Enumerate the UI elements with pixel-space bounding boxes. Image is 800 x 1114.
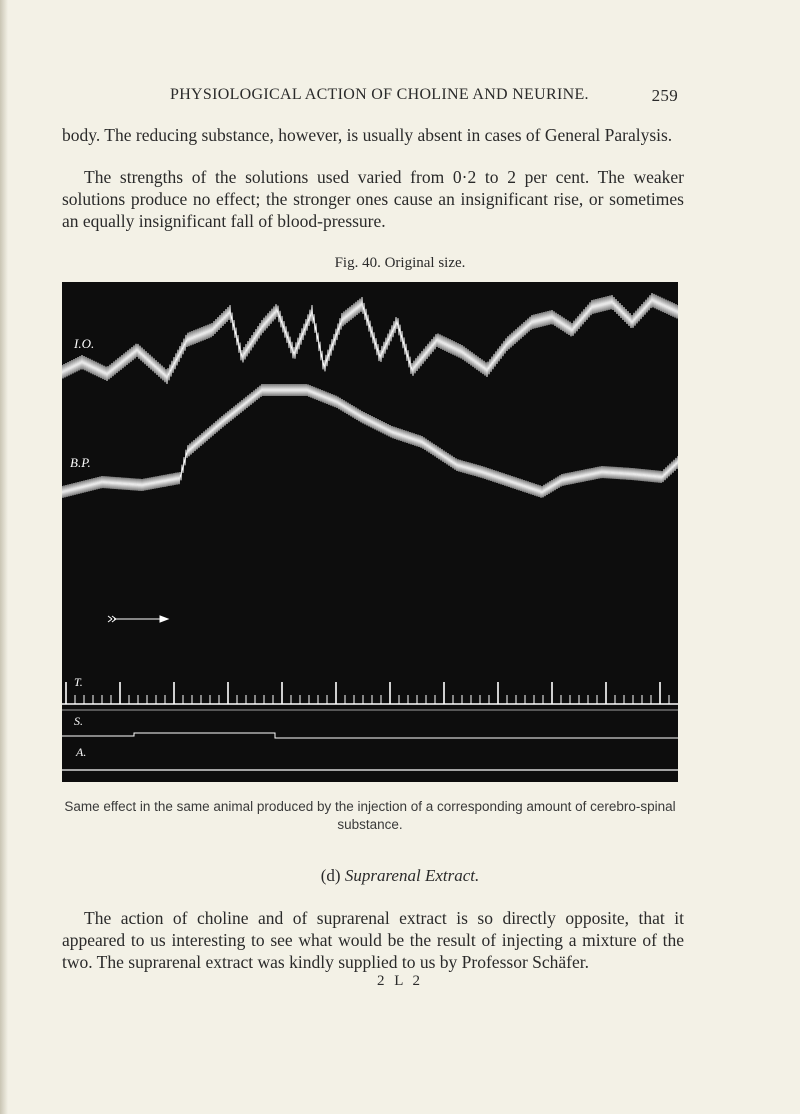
time-trace-ticks	[66, 682, 669, 704]
figure-caption: Same effect in the same animal produced by the injection of a corresponding amount of cerebro-spinal substance.	[64, 799, 676, 832]
blood-pressure-trace	[62, 384, 678, 498]
intestinal-oncometer-trace	[62, 293, 678, 384]
figure-label: Fig. 40. Original size.	[334, 255, 466, 271]
section-prefix: (d)	[320, 866, 341, 885]
kymograph-tracing	[62, 282, 678, 782]
running-head-title: PHYSIOLOGICAL ACTION OF CHOLINE AND NEURINE.	[170, 86, 589, 103]
paragraph-2: The strengths of the solutions used varied from 0·2 to 2 per cent. The weaker solutions produce no effect; the stronger ones cause an insignificant rise, or sometimes an equally insignificant fall of blood-pressure.	[62, 167, 684, 231]
kymograph-figure	[62, 282, 678, 782]
injection-arrow	[108, 616, 168, 622]
paragraph-3: The action of choline and of suprarenal extract is so directly opposite, that it appeared to us interesting to see what would be the result of injecting a mixture of the two. The suprarenal extract was kindly supplied to us by Professor Schäfer.	[62, 908, 684, 972]
page-number: 259	[651, 86, 678, 105]
signature-mark: 2 L 2	[376, 973, 424, 989]
trace-label-s: S.	[74, 714, 83, 728]
section-heading	[0, 866, 800, 886]
signal-trace	[62, 733, 678, 738]
page-edge	[0, 0, 8, 1114]
trace-label-bp: B.P.	[70, 455, 91, 470]
section-title: Suprarenal Extract.	[344, 866, 480, 885]
trace-label-a: A.	[76, 745, 87, 759]
trace-label-io: I.O.	[74, 336, 95, 351]
paragraph-1: body. The reducing substance, however, is usually absent in cases of General Paralysis.	[62, 125, 673, 145]
trace-label-t: T.	[74, 675, 83, 689]
